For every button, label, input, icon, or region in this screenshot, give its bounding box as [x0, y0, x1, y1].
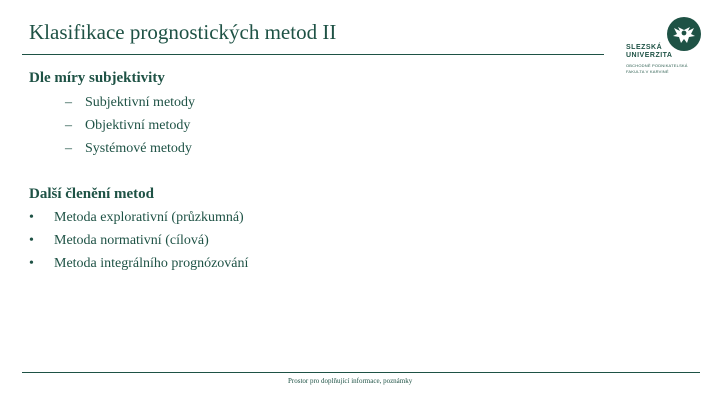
list-item-text: Metoda normativní (cílová): [54, 233, 209, 248]
university-emblem-icon: [666, 16, 702, 52]
list-item: [65, 141, 192, 157]
list-marker: –: [65, 118, 72, 133]
list-marker: –: [65, 95, 72, 110]
list-item: [29, 233, 209, 249]
title-divider: [22, 54, 604, 55]
logo-word-2: UNIVERZITA: [626, 52, 673, 59]
logo-word-1: SLEZSKÁ: [626, 44, 663, 51]
logo-faculty-2: FAKULTA V KARVINÉ: [626, 69, 669, 74]
list-item-text: Systémové metody: [85, 141, 192, 156]
list-item: [29, 210, 244, 226]
list-item-text: Objektivní metody: [85, 118, 191, 133]
list-marker: –: [65, 141, 72, 156]
footer-note: Prostor pro doplňující informace, poznámky: [288, 377, 413, 385]
section-heading-subjectivity: Dle míry subjektivity: [29, 70, 165, 86]
bullet-icon: •: [29, 210, 34, 225]
bullet-icon: •: [29, 256, 34, 271]
logo-faculty-1: OBCHODNĚ PODNIKATELSKÁ: [626, 63, 688, 68]
list-item: [65, 118, 190, 134]
list-item-text: Metoda explorativní (průzkumná): [54, 210, 244, 225]
list-item: [29, 256, 248, 272]
footer-divider: [22, 372, 700, 373]
list-item: [65, 95, 195, 111]
bullet-icon: •: [29, 233, 34, 248]
page-title: Klasifikace prognostických metod II: [29, 20, 337, 44]
list-item-text: Subjektivní metody: [85, 95, 196, 110]
list-item-text: Metoda integrálního prognózování: [54, 256, 249, 271]
university-logo: [622, 16, 704, 78]
section-heading-other: Další členění metod: [29, 186, 154, 202]
